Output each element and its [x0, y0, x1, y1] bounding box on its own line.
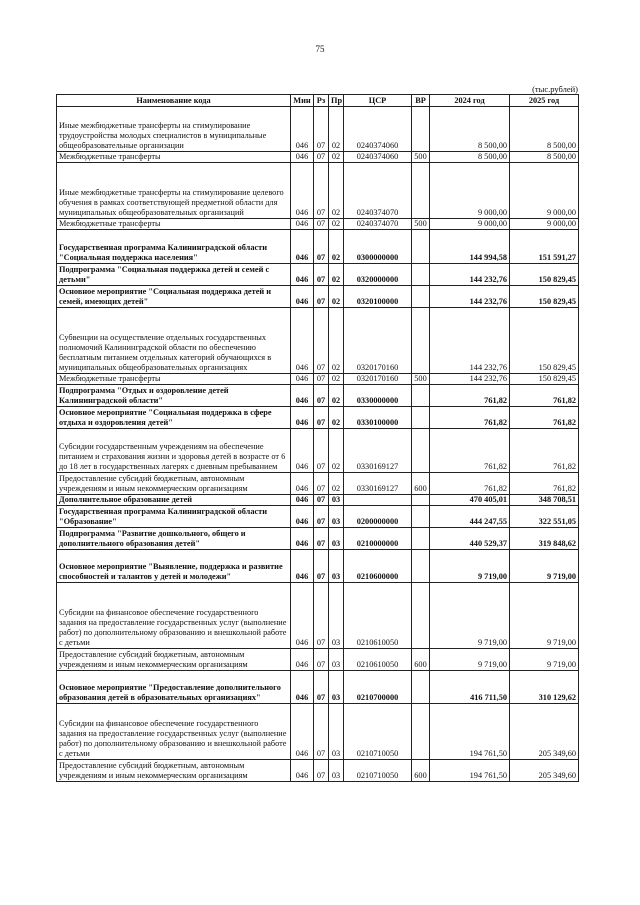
table-row	[57, 506, 579, 528]
row-rz: 07	[314, 583, 329, 649]
row-pr: 02	[329, 219, 344, 230]
row-min: 046	[291, 264, 314, 286]
row-2025: 150 829,45	[510, 374, 579, 385]
row-2024: 416 711,50	[430, 671, 510, 704]
row-name: Предоставление субсидий бюджетным, автономным учреждениям и иным некоммерческим организациям	[57, 760, 291, 782]
row-2025: 151 591,27	[510, 230, 579, 264]
table-row	[57, 374, 579, 385]
row-min: 046	[291, 230, 314, 264]
row-pr: 03	[329, 704, 344, 760]
row-2024: 144 232,76	[430, 286, 510, 308]
row-2024: 9 000,00	[430, 163, 510, 219]
row-min: 046	[291, 495, 314, 506]
row-pr: 02	[329, 473, 344, 495]
row-csr: 0240374070	[344, 219, 412, 230]
row-2025: 319 848,62	[510, 528, 579, 550]
row-csr: 0210710050	[344, 760, 412, 782]
row-vr	[412, 583, 430, 649]
row-2024: 761,82	[430, 473, 510, 495]
row-2024: 8 500,00	[430, 107, 510, 152]
row-vr	[412, 264, 430, 286]
row-csr	[344, 495, 412, 506]
row-min: 046	[291, 407, 314, 429]
table-row	[57, 308, 579, 374]
row-name: Подпрограмма "Социальная поддержка детей и семей с детьми"	[57, 264, 291, 286]
table-row	[57, 230, 579, 264]
table-row	[57, 495, 579, 506]
row-rz: 07	[314, 107, 329, 152]
row-name: Субсидии на финансовое обеспечение государственного задания на предоставление государственных услуг (выполнение работ) по дополнительному образованию и внешкольной работе с детьми	[57, 583, 291, 649]
table-row	[57, 264, 579, 286]
table-row	[57, 760, 579, 782]
row-2025: 9 719,00	[510, 550, 579, 583]
table-row	[57, 152, 579, 163]
row-2025: 348 708,51	[510, 495, 579, 506]
row-vr: 600	[412, 473, 430, 495]
table-row	[57, 286, 579, 308]
row-csr: 0210600000	[344, 550, 412, 583]
row-2024: 8 500,00	[430, 152, 510, 163]
row-vr	[412, 163, 430, 219]
row-2024: 444 247,55	[430, 506, 510, 528]
table-row	[57, 671, 579, 704]
row-rz: 07	[314, 495, 329, 506]
row-2025: 8 500,00	[510, 152, 579, 163]
row-name: Подпрограмма "Развитие дошкольного, общего и дополнительного образования детей"	[57, 528, 291, 550]
row-2025: 761,82	[510, 407, 579, 429]
row-min: 046	[291, 528, 314, 550]
row-csr: 0320170160	[344, 308, 412, 374]
row-rz: 07	[314, 230, 329, 264]
row-csr: 0330169127	[344, 473, 412, 495]
table-row	[57, 429, 579, 473]
row-name: Предоставление субсидий бюджетным, автономным учреждениям и иным некоммерческим организациям	[57, 649, 291, 671]
row-pr: 03	[329, 583, 344, 649]
row-vr: 500	[412, 374, 430, 385]
row-name: Основное мероприятие "Выявление, поддержка и развитие способностей и талантов у детей и молодежи"	[57, 550, 291, 583]
header-rz: Рз	[314, 95, 329, 107]
row-2025: 150 829,45	[510, 308, 579, 374]
table-row	[57, 528, 579, 550]
table-row	[57, 163, 579, 219]
row-rz: 07	[314, 219, 329, 230]
row-vr	[412, 506, 430, 528]
row-csr: 0210610050	[344, 649, 412, 671]
row-vr	[412, 550, 430, 583]
row-name: Иные межбюджетные трансферты на стимулирование целевого обучения в рамках соответствующей предметной области для муниципальных общеобразовательных организаций	[57, 163, 291, 219]
table-row	[57, 550, 579, 583]
row-min: 046	[291, 671, 314, 704]
row-2024: 144 232,76	[430, 264, 510, 286]
row-vr	[412, 308, 430, 374]
row-min: 046	[291, 473, 314, 495]
row-rz: 07	[314, 407, 329, 429]
row-2024: 440 529,37	[430, 528, 510, 550]
header-pr: Пр	[329, 95, 344, 107]
row-name: Межбюджетные трансферты	[57, 219, 291, 230]
table-row	[57, 583, 579, 649]
row-min: 046	[291, 152, 314, 163]
row-pr: 02	[329, 286, 344, 308]
table-row	[57, 704, 579, 760]
row-rz: 07	[314, 385, 329, 407]
row-2024: 9 000,00	[430, 219, 510, 230]
row-pr: 02	[329, 385, 344, 407]
row-2025: 322 551,05	[510, 506, 579, 528]
row-pr: 02	[329, 163, 344, 219]
row-2025: 8 500,00	[510, 107, 579, 152]
row-pr: 03	[329, 760, 344, 782]
table-body	[57, 107, 579, 782]
row-vr	[412, 107, 430, 152]
row-pr: 03	[329, 495, 344, 506]
row-2024: 761,82	[430, 385, 510, 407]
row-pr: 02	[329, 107, 344, 152]
row-vr	[412, 286, 430, 308]
row-csr: 0320170160	[344, 374, 412, 385]
row-pr: 03	[329, 528, 344, 550]
row-min: 046	[291, 429, 314, 473]
row-min: 046	[291, 583, 314, 649]
row-2025: 150 829,45	[510, 286, 579, 308]
row-2024: 761,82	[430, 429, 510, 473]
row-2024: 144 232,76	[430, 308, 510, 374]
row-2024: 194 761,50	[430, 760, 510, 782]
header-vr: ВР	[412, 95, 430, 107]
table-row	[57, 219, 579, 230]
row-2024: 194 761,50	[430, 704, 510, 760]
row-rz: 07	[314, 163, 329, 219]
row-name: Государственная программа Калининградской области "Социальная поддержка населения"	[57, 230, 291, 264]
units-label: (тыс.рублей)	[532, 84, 578, 94]
row-2025: 150 829,45	[510, 264, 579, 286]
row-name: Межбюджетные трансферты	[57, 374, 291, 385]
row-name: Дополнительное образование детей	[57, 495, 291, 506]
row-name: Подпрограмма "Отдых и оздоровление детей Калининградской области"	[57, 385, 291, 407]
row-vr	[412, 385, 430, 407]
row-rz: 07	[314, 506, 329, 528]
row-2025: 9 719,00	[510, 649, 579, 671]
row-csr: 0320000000	[344, 264, 412, 286]
header-name: Наименование кода	[57, 95, 291, 107]
row-csr: 0210700000	[344, 671, 412, 704]
row-rz: 07	[314, 374, 329, 385]
row-name: Иные межбюджетные трансферты на стимулирование трудоустройства молодых специалистов в муниципальные общеобразовательные организации	[57, 107, 291, 152]
table-row	[57, 385, 579, 407]
row-vr	[412, 528, 430, 550]
header-2025: 2025 год	[510, 95, 579, 107]
row-csr: 0240374060	[344, 107, 412, 152]
row-csr: 0330000000	[344, 385, 412, 407]
row-2025: 761,82	[510, 385, 579, 407]
row-min: 046	[291, 649, 314, 671]
row-pr: 02	[329, 264, 344, 286]
row-vr	[412, 407, 430, 429]
row-rz: 07	[314, 550, 329, 583]
row-name: Государственная программа Калининградской области "Образование"	[57, 506, 291, 528]
row-min: 046	[291, 550, 314, 583]
row-rz: 07	[314, 286, 329, 308]
row-2025: 205 349,60	[510, 704, 579, 760]
table-row	[57, 107, 579, 152]
row-min: 046	[291, 760, 314, 782]
row-rz: 07	[314, 649, 329, 671]
row-name: Субсидии на финансовое обеспечение государственного задания на предоставление государственных услуг (выполнение работ) по дополнительному образованию и внешкольной работе с детьми	[57, 704, 291, 760]
row-pr: 02	[329, 429, 344, 473]
row-min: 046	[291, 374, 314, 385]
row-rz: 07	[314, 704, 329, 760]
row-rz: 07	[314, 760, 329, 782]
row-pr: 02	[329, 230, 344, 264]
row-min: 046	[291, 506, 314, 528]
row-2024: 9 719,00	[430, 649, 510, 671]
row-rz: 07	[314, 528, 329, 550]
header-csr: ЦСР	[344, 95, 412, 107]
row-rz: 07	[314, 671, 329, 704]
row-2024: 761,82	[430, 407, 510, 429]
row-csr: 0210610050	[344, 583, 412, 649]
row-min: 046	[291, 308, 314, 374]
row-name: Основное мероприятие "Предоставление дополнительного образования детей в образовательных организациях"	[57, 671, 291, 704]
row-vr: 500	[412, 219, 430, 230]
row-2024: 470 405,01	[430, 495, 510, 506]
row-vr	[412, 671, 430, 704]
row-vr	[412, 495, 430, 506]
row-name: Субсидии государственным учреждениям на обеспечение питанием и страхования жизни и здоровья детей в возрасте от 6 до 18 лет в государственных лагерях с дневным пребыванием	[57, 429, 291, 473]
row-name: Предоставление субсидий бюджетным, автономным учреждениям и иным некоммерческим организациям	[57, 473, 291, 495]
row-2024: 144 232,76	[430, 374, 510, 385]
row-min: 046	[291, 704, 314, 760]
row-min: 046	[291, 107, 314, 152]
row-rz: 07	[314, 429, 329, 473]
row-name: Межбюджетные трансферты	[57, 152, 291, 163]
row-pr: 02	[329, 374, 344, 385]
row-2025: 9 000,00	[510, 219, 579, 230]
row-pr: 02	[329, 308, 344, 374]
row-csr: 0210710050	[344, 704, 412, 760]
row-rz: 07	[314, 264, 329, 286]
row-pr: 03	[329, 671, 344, 704]
row-2024: 144 994,58	[430, 230, 510, 264]
row-pr: 03	[329, 550, 344, 583]
row-2025: 205 349,60	[510, 760, 579, 782]
row-name: Основное мероприятие "Социальная поддержка в сфере отдыха и оздоровления детей"	[57, 407, 291, 429]
row-vr: 600	[412, 760, 430, 782]
row-csr: 0240374060	[344, 152, 412, 163]
row-vr: 500	[412, 152, 430, 163]
row-rz: 07	[314, 152, 329, 163]
row-pr: 02	[329, 152, 344, 163]
row-2025: 9 719,00	[510, 583, 579, 649]
row-vr	[412, 230, 430, 264]
table-row	[57, 649, 579, 671]
row-2025: 9 000,00	[510, 163, 579, 219]
header-row	[57, 95, 579, 107]
row-min: 046	[291, 385, 314, 407]
header-min: Мин	[291, 95, 314, 107]
page-number: 75	[315, 44, 325, 54]
row-2025: 761,82	[510, 473, 579, 495]
row-2025: 310 129,62	[510, 671, 579, 704]
row-vr	[412, 429, 430, 473]
row-min: 046	[291, 219, 314, 230]
row-vr	[412, 704, 430, 760]
row-pr: 02	[329, 407, 344, 429]
budget-table	[56, 94, 579, 782]
row-csr: 0300000000	[344, 230, 412, 264]
row-rz: 07	[314, 308, 329, 374]
row-rz: 07	[314, 473, 329, 495]
row-min: 046	[291, 286, 314, 308]
row-csr: 0330100000	[344, 407, 412, 429]
row-2024: 9 719,00	[430, 583, 510, 649]
table-row	[57, 473, 579, 495]
row-min: 046	[291, 163, 314, 219]
row-csr: 0200000000	[344, 506, 412, 528]
row-csr: 0330169127	[344, 429, 412, 473]
row-name: Субвенции на осуществление отдельных государственных полномочий Калининградской области по обеспечению бесплатным питанием отдельных категорий обучающихся в муниципальных общеобразовательных организациях	[57, 308, 291, 374]
row-vr: 600	[412, 649, 430, 671]
row-name: Основное мероприятие "Социальная поддержка детей и семей, имеющих детей"	[57, 286, 291, 308]
table-row	[57, 407, 579, 429]
row-pr: 03	[329, 506, 344, 528]
row-csr: 0210000000	[344, 528, 412, 550]
row-2024: 9 719,00	[430, 550, 510, 583]
row-pr: 03	[329, 649, 344, 671]
row-csr: 0320100000	[344, 286, 412, 308]
row-2025: 761,82	[510, 429, 579, 473]
header-2024: 2024 год	[430, 95, 510, 107]
row-csr: 0240374070	[344, 163, 412, 219]
